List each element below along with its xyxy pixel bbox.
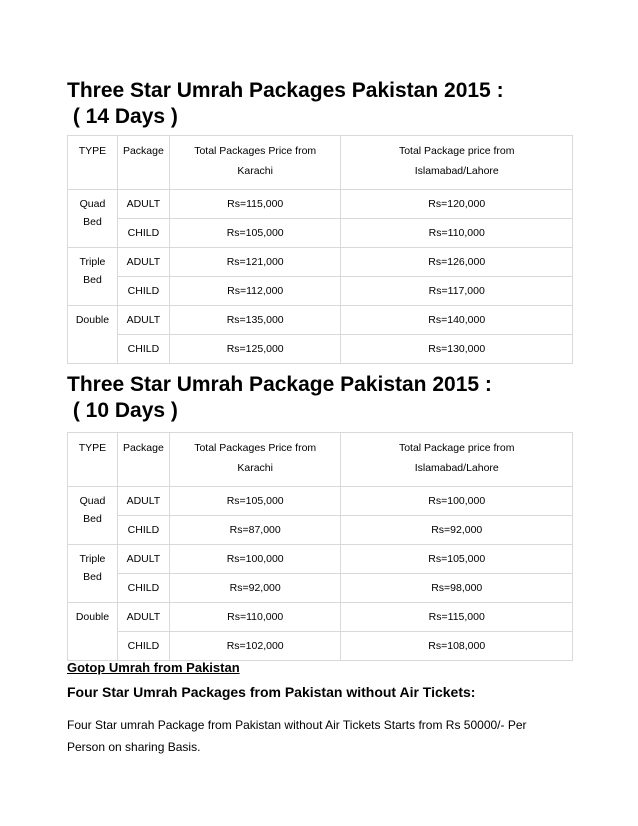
- islamabad-price-cell: Rs=98,000: [341, 574, 573, 603]
- karachi-price-cell: Rs=110,000: [169, 603, 341, 632]
- table-row: [68, 574, 573, 603]
- table-row: [68, 190, 573, 219]
- header-islamabad-line-2: Islamabad/Lahore: [414, 165, 499, 177]
- header-karachi: [169, 136, 341, 190]
- package-cell: ADULT: [117, 603, 169, 632]
- title-line-2: ( 14 Days ): [67, 105, 178, 128]
- header-islamabad: [341, 433, 573, 487]
- islamabad-price-cell: Rs=115,000: [341, 603, 573, 632]
- table-row: [68, 219, 573, 248]
- islamabad-price-cell: Rs=140,000: [341, 306, 573, 335]
- header-type: TYPE: [68, 433, 118, 487]
- karachi-price-cell: Rs=102,000: [169, 632, 341, 661]
- islamabad-price-cell: Rs=108,000: [341, 632, 573, 661]
- islamabad-price-cell: Rs=105,000: [341, 545, 573, 574]
- title-line-1: Three Star Umrah Packages Pakistan 2015 :: [67, 79, 504, 102]
- package-cell: CHILD: [117, 277, 169, 306]
- four-star-subheading: Four Star Umrah Packages from Pakistan without Air Tickets:: [67, 684, 476, 700]
- table-row: [68, 487, 573, 516]
- karachi-price-cell: Rs=92,000: [169, 574, 341, 603]
- type-line-1: Double: [75, 314, 110, 326]
- islamabad-price-cell: Rs=100,000: [341, 487, 573, 516]
- type-cell-triple-bed: [68, 248, 118, 306]
- table-row: [68, 603, 573, 632]
- type-line-2: Bed: [83, 571, 102, 583]
- package-cell: CHILD: [117, 516, 169, 545]
- type-cell-triple-bed: [68, 545, 118, 603]
- type-line-1: Quad: [79, 495, 106, 507]
- package-cell: CHILD: [117, 632, 169, 661]
- islamabad-price-cell: Rs=126,000: [341, 248, 573, 277]
- type-line-1: Quad: [79, 198, 106, 210]
- table-row: [68, 335, 573, 364]
- type-line-1: Triple: [79, 553, 106, 565]
- header-islamabad-line-2: Islamabad/Lahore: [414, 462, 499, 474]
- gotop-umrah-link[interactable]: Gotop Umrah from Pakistan: [67, 660, 240, 675]
- header-package: Package: [117, 136, 169, 190]
- header-karachi-line-2: Karachi: [237, 165, 273, 177]
- karachi-price-cell: Rs=100,000: [169, 545, 341, 574]
- package-cell: ADULT: [117, 487, 169, 516]
- karachi-price-cell: Rs=112,000: [169, 277, 341, 306]
- header-islamabad: [341, 136, 573, 190]
- islamabad-price-cell: Rs=117,000: [341, 277, 573, 306]
- karachi-price-cell: Rs=121,000: [169, 248, 341, 277]
- karachi-price-cell: Rs=105,000: [169, 487, 341, 516]
- type-line-2: Bed: [83, 513, 102, 525]
- table-row: [68, 516, 573, 545]
- table-header-row: [68, 433, 573, 487]
- header-karachi-line-1: Total Packages Price from: [194, 145, 317, 157]
- header-karachi: [169, 433, 341, 487]
- karachi-price-cell: Rs=87,000: [169, 516, 341, 545]
- table-row: [68, 277, 573, 306]
- header-karachi-line-2: Karachi: [237, 462, 273, 474]
- header-type: TYPE: [68, 136, 118, 190]
- header-islamabad-line-1: Total Package price from: [398, 442, 515, 454]
- header-karachi-line-1: Total Packages Price from: [194, 442, 317, 454]
- type-line-1: Double: [75, 611, 110, 623]
- package-cell: CHILD: [117, 574, 169, 603]
- karachi-price-cell: Rs=125,000: [169, 335, 341, 364]
- package-cell: ADULT: [117, 545, 169, 574]
- table-row: [68, 306, 573, 335]
- package-cell: ADULT: [117, 190, 169, 219]
- header-package: Package: [117, 433, 169, 487]
- title-line-1: Three Star Umrah Package Pakistan 2015 :: [67, 373, 492, 396]
- type-cell-double: [68, 603, 118, 661]
- four-star-paragraph: Four Star umrah Package from Pakistan without Air Tickets Starts from Rs 50000/- Per Person on sharing Basis.: [67, 718, 527, 754]
- type-line-2: Bed: [83, 216, 102, 228]
- section-title-10-days: [67, 372, 587, 424]
- package-cell: CHILD: [117, 335, 169, 364]
- islamabad-price-cell: Rs=130,000: [341, 335, 573, 364]
- package-cell: ADULT: [117, 248, 169, 277]
- table-row: [68, 545, 573, 574]
- title-line-2: ( 10 Days ): [67, 399, 178, 422]
- type-line-2: Bed: [83, 274, 102, 286]
- package-table-10-days: [67, 432, 573, 661]
- type-line-1: Triple: [79, 256, 106, 268]
- section-title-14-days: [67, 78, 587, 130]
- type-cell-quad-bed: [68, 487, 118, 545]
- karachi-price-cell: Rs=105,000: [169, 219, 341, 248]
- table-row: [68, 632, 573, 661]
- table-row: [68, 248, 573, 277]
- table-header-row: [68, 136, 573, 190]
- karachi-price-cell: Rs=135,000: [169, 306, 341, 335]
- karachi-price-cell: Rs=115,000: [169, 190, 341, 219]
- islamabad-price-cell: Rs=110,000: [341, 219, 573, 248]
- islamabad-price-cell: Rs=120,000: [341, 190, 573, 219]
- islamabad-price-cell: Rs=92,000: [341, 516, 573, 545]
- package-table-14-days: [67, 135, 573, 364]
- package-cell: CHILD: [117, 219, 169, 248]
- type-cell-double: [68, 306, 118, 364]
- type-cell-quad-bed: [68, 190, 118, 248]
- package-cell: ADULT: [117, 306, 169, 335]
- header-islamabad-line-1: Total Package price from: [398, 145, 515, 157]
